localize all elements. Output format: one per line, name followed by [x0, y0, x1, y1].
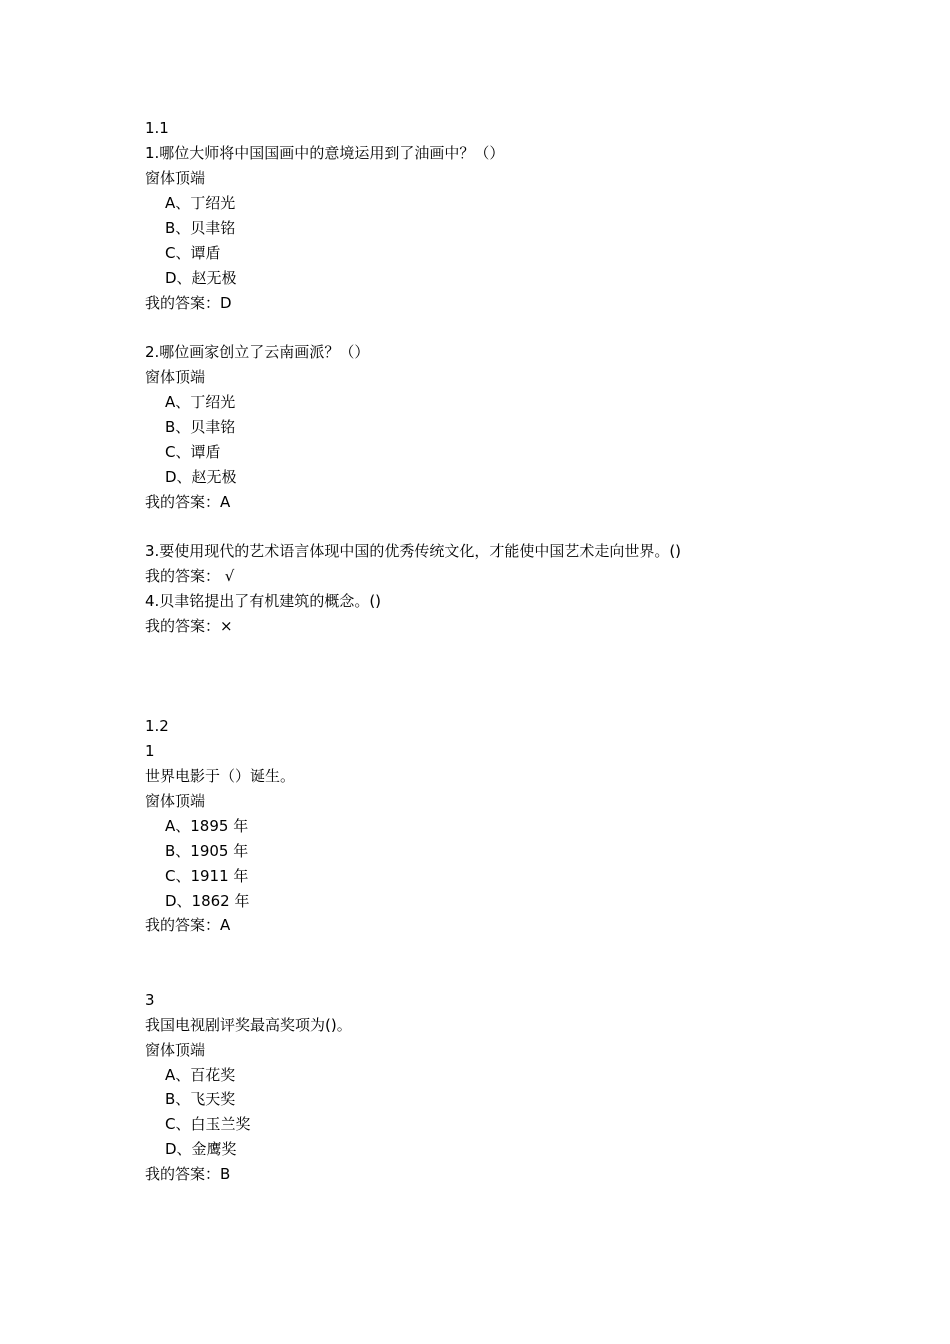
section-heading: 1.2	[145, 717, 169, 735]
my-answer: 我的答案：A	[145, 916, 231, 934]
answer-option[interactable]: A、1895 年	[165, 817, 249, 835]
question-number: 1	[145, 742, 155, 760]
question-text: 我国电视剧评奖最高奖项为()。	[145, 1016, 352, 1034]
answer-option[interactable]: C、1911 年	[165, 867, 249, 885]
answer-option[interactable]: D、赵无极	[165, 269, 237, 287]
my-answer: 我的答案：A	[145, 493, 231, 511]
answer-option[interactable]: A、丁绍光	[165, 393, 236, 411]
form-top-label: 窗体顶端	[145, 1041, 206, 1059]
answer-option[interactable]: B、1905 年	[165, 842, 249, 860]
question-text: 4.贝聿铭提出了有机建筑的概念。()	[145, 592, 382, 610]
form-top-label: 窗体顶端	[145, 368, 206, 386]
my-answer: 我的答案：×	[145, 617, 233, 635]
answer-option[interactable]: D、1862 年	[165, 892, 250, 910]
question-text: 3.要使用现代的艺术语言体现中国的优秀传统文化，才能使中国艺术走向世界。()	[145, 542, 682, 560]
section-heading: 1.1	[145, 119, 169, 137]
question-text: 2.哪位画家创立了云南画派？（）	[145, 343, 370, 361]
my-answer: 我的答案：B	[145, 1165, 231, 1183]
answer-option[interactable]: A、丁绍光	[165, 194, 236, 212]
question-text: 世界电影于（）诞生。	[145, 767, 296, 785]
answer-option[interactable]: B、贝聿铭	[165, 219, 236, 237]
answer-option[interactable]: D、赵无极	[165, 468, 237, 486]
answer-option[interactable]: D、金鹰奖	[165, 1140, 237, 1158]
my-answer: 我的答案： √	[145, 567, 235, 585]
question-text: 1.哪位大师将中国国画中的意境运用到了油画中？（）	[145, 144, 505, 162]
answer-option[interactable]: B、贝聿铭	[165, 418, 236, 436]
answer-option[interactable]: B、飞天奖	[165, 1090, 236, 1108]
form-top-label: 窗体顶端	[145, 792, 206, 810]
my-answer: 我的答案：D	[145, 294, 232, 312]
question-number: 3	[145, 991, 155, 1009]
answer-option[interactable]: A、百花奖	[165, 1066, 236, 1084]
answer-option[interactable]: C、白玉兰奖	[165, 1115, 251, 1133]
answer-option[interactable]: C、谭盾	[165, 443, 221, 461]
form-top-label: 窗体顶端	[145, 169, 206, 187]
answer-option[interactable]: C、谭盾	[165, 244, 221, 262]
